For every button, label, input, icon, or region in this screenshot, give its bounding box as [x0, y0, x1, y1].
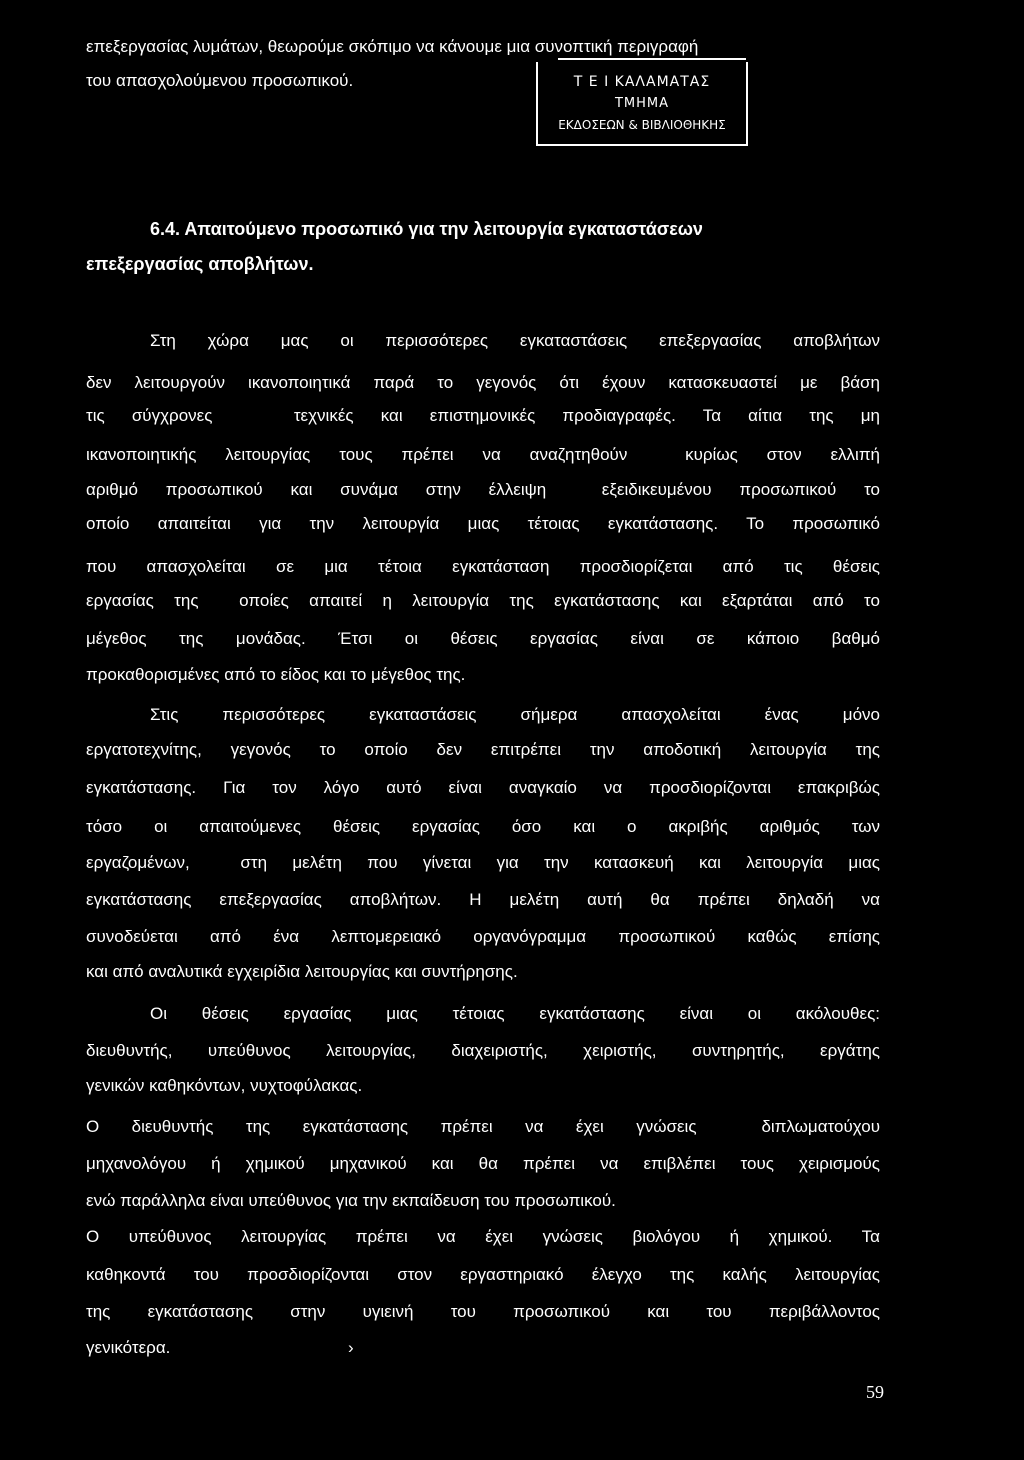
body-line: συνοδεύεται από ένα λεπτομερειακό οργανόγραμμα προσωπικού καθώς επίσης: [86, 927, 880, 946]
body-line: Στις περισσότερες εγκαταστάσεις σήμερα απασχολείται ένας μόνο: [150, 705, 880, 724]
stray-mark: ›: [348, 1338, 354, 1357]
body-line: γενικότερα.: [86, 1338, 171, 1357]
body-line: μέγεθος της μονάδας. Έτσι οι θέσεις εργασίας είναι σε κάποιο βαθμό: [86, 629, 880, 648]
body-line: καθηκοντά του προσδιορίζονται στον εργαστηριακό έλεγχο της καλής λειτουργίας: [86, 1265, 880, 1284]
body-line: της εγκατάστασης στην υγιεινή του προσωπικού και του περιβάλλοντος: [86, 1302, 880, 1321]
section-heading-line-1: 6.4. Απαιτούμενο προσωπικό για την λειτουργία εγκαταστάσεων: [150, 219, 703, 239]
body-line: τόσο οι απαιτούμενες θέσεις εργασίας όσο και ο ακριβής αριθμός των: [86, 817, 880, 836]
body-line: που απασχολείται σε μια τέτοια εγκατάσταση προσδιορίζεται από τις θέσεις: [86, 557, 880, 576]
body-line: ικανοποιητικής λειτουργίας τους πρέπει να αναζητηθούν κυρίως στον ελλιπή: [86, 445, 880, 464]
body-line: εργασίας της οποίες απαιτεί η λειτουργία της εγκατάστασης και εξαρτάται από το: [86, 591, 880, 610]
intro-line-1: επεξεργασίας λυμάτων, θεωρούμε σκόπιμο να κάνουμε μια συνοπτική περιγραφή: [86, 37, 699, 56]
body-line: μηχανολόγου ή χημικού μηχανικού και θα πρέπει να επιβλέπει τους χειρισμούς: [86, 1154, 880, 1173]
body-line: εγκατάστασης. Για τον λόγο αυτό είναι αναγκαίο να προσδιορίζονται επακριβώς: [86, 778, 880, 797]
body-line: Στη χώρα μας οι περισσότερες εγκαταστάσεις επεξεργασίας αποβλήτων: [150, 331, 880, 350]
body-line: διευθυντής, υπεύθυνος λειτουργίας, διαχειριστής, χειριστής, συντηρητής, εργάτης: [86, 1041, 880, 1060]
body-line: Ο διευθυντής της εγκατάστασης πρέπει να έχει γνώσεις διπλωματούχου: [86, 1117, 880, 1136]
body-line: Οι θέσεις εργασίας μιας τέτοιας εγκατάστασης είναι οι ακόλουθες:: [150, 1004, 880, 1023]
page-number: 59: [866, 1382, 884, 1402]
body-line: ενώ παράλληλα είναι υπεύθυνος για την εκπαίδευση του προσωπικού.: [86, 1191, 616, 1210]
body-line: δεν λειτουργούν ικανοποιητικά παρά το γεγονός ότι έχουν κατασκευαστεί με βάση: [86, 373, 880, 392]
stamp-line-1: Τ Ε Ι ΚΑΛΑΜΑΤΑΣ: [573, 74, 711, 90]
intro-line-2: του απασχολούμενου προσωπικού.: [86, 71, 354, 90]
body-line: προκαθορισμένες από το είδος και το μέγεθος της.: [86, 665, 466, 684]
body-line: γενικών καθηκόντων, νυχτοφύλακας.: [86, 1076, 363, 1095]
body-line: οποίο απαιτείται για την λειτουργία μιας τέτοιας εγκατάστασης. Το προσωπικό: [86, 514, 880, 533]
library-stamp: [536, 62, 748, 146]
section-heading-line-2: επεξεργασίας αποβλήτων.: [86, 254, 314, 274]
body-line: αριθμό προσωπικού και συνάμα στην έλλειψη εξειδικευμένου προσωπικού το: [86, 480, 880, 499]
body-line: εγκατάστασης επεξεργασίας αποβλήτων. Η μελέτη αυτή θα πρέπει δηλαδή να: [86, 890, 880, 909]
body-line: Ο υπεύθυνος λειτουργίας πρέπει να έχει γνώσεις βιολόγου ή χημικού. Τα: [86, 1227, 880, 1246]
body-line: εργατοτεχνίτης, γεγονός το οποίο δεν επιτρέπει την αποδοτική λειτουργία της: [86, 740, 880, 759]
body-line: τις σύγχρονες τεχνικές και επιστημονικές προδιαγραφές. Τα αίτια της μη: [86, 406, 880, 425]
stamp-line-2: ΤΜΗΜΑ: [614, 96, 670, 111]
body-line: και από αναλυτικά εγχειρίδια λειτουργίας και συντήρησης.: [86, 962, 518, 981]
stamp-line-3: ΕΚΔΟΣΕΩΝ & ΒΙΒΛΙΟΘΗΚΗΣ: [558, 118, 726, 132]
body-line: εργαζομένων, στη μελέτη που γίνεται για την κατασκευή και λειτουργία μιας: [86, 853, 880, 872]
